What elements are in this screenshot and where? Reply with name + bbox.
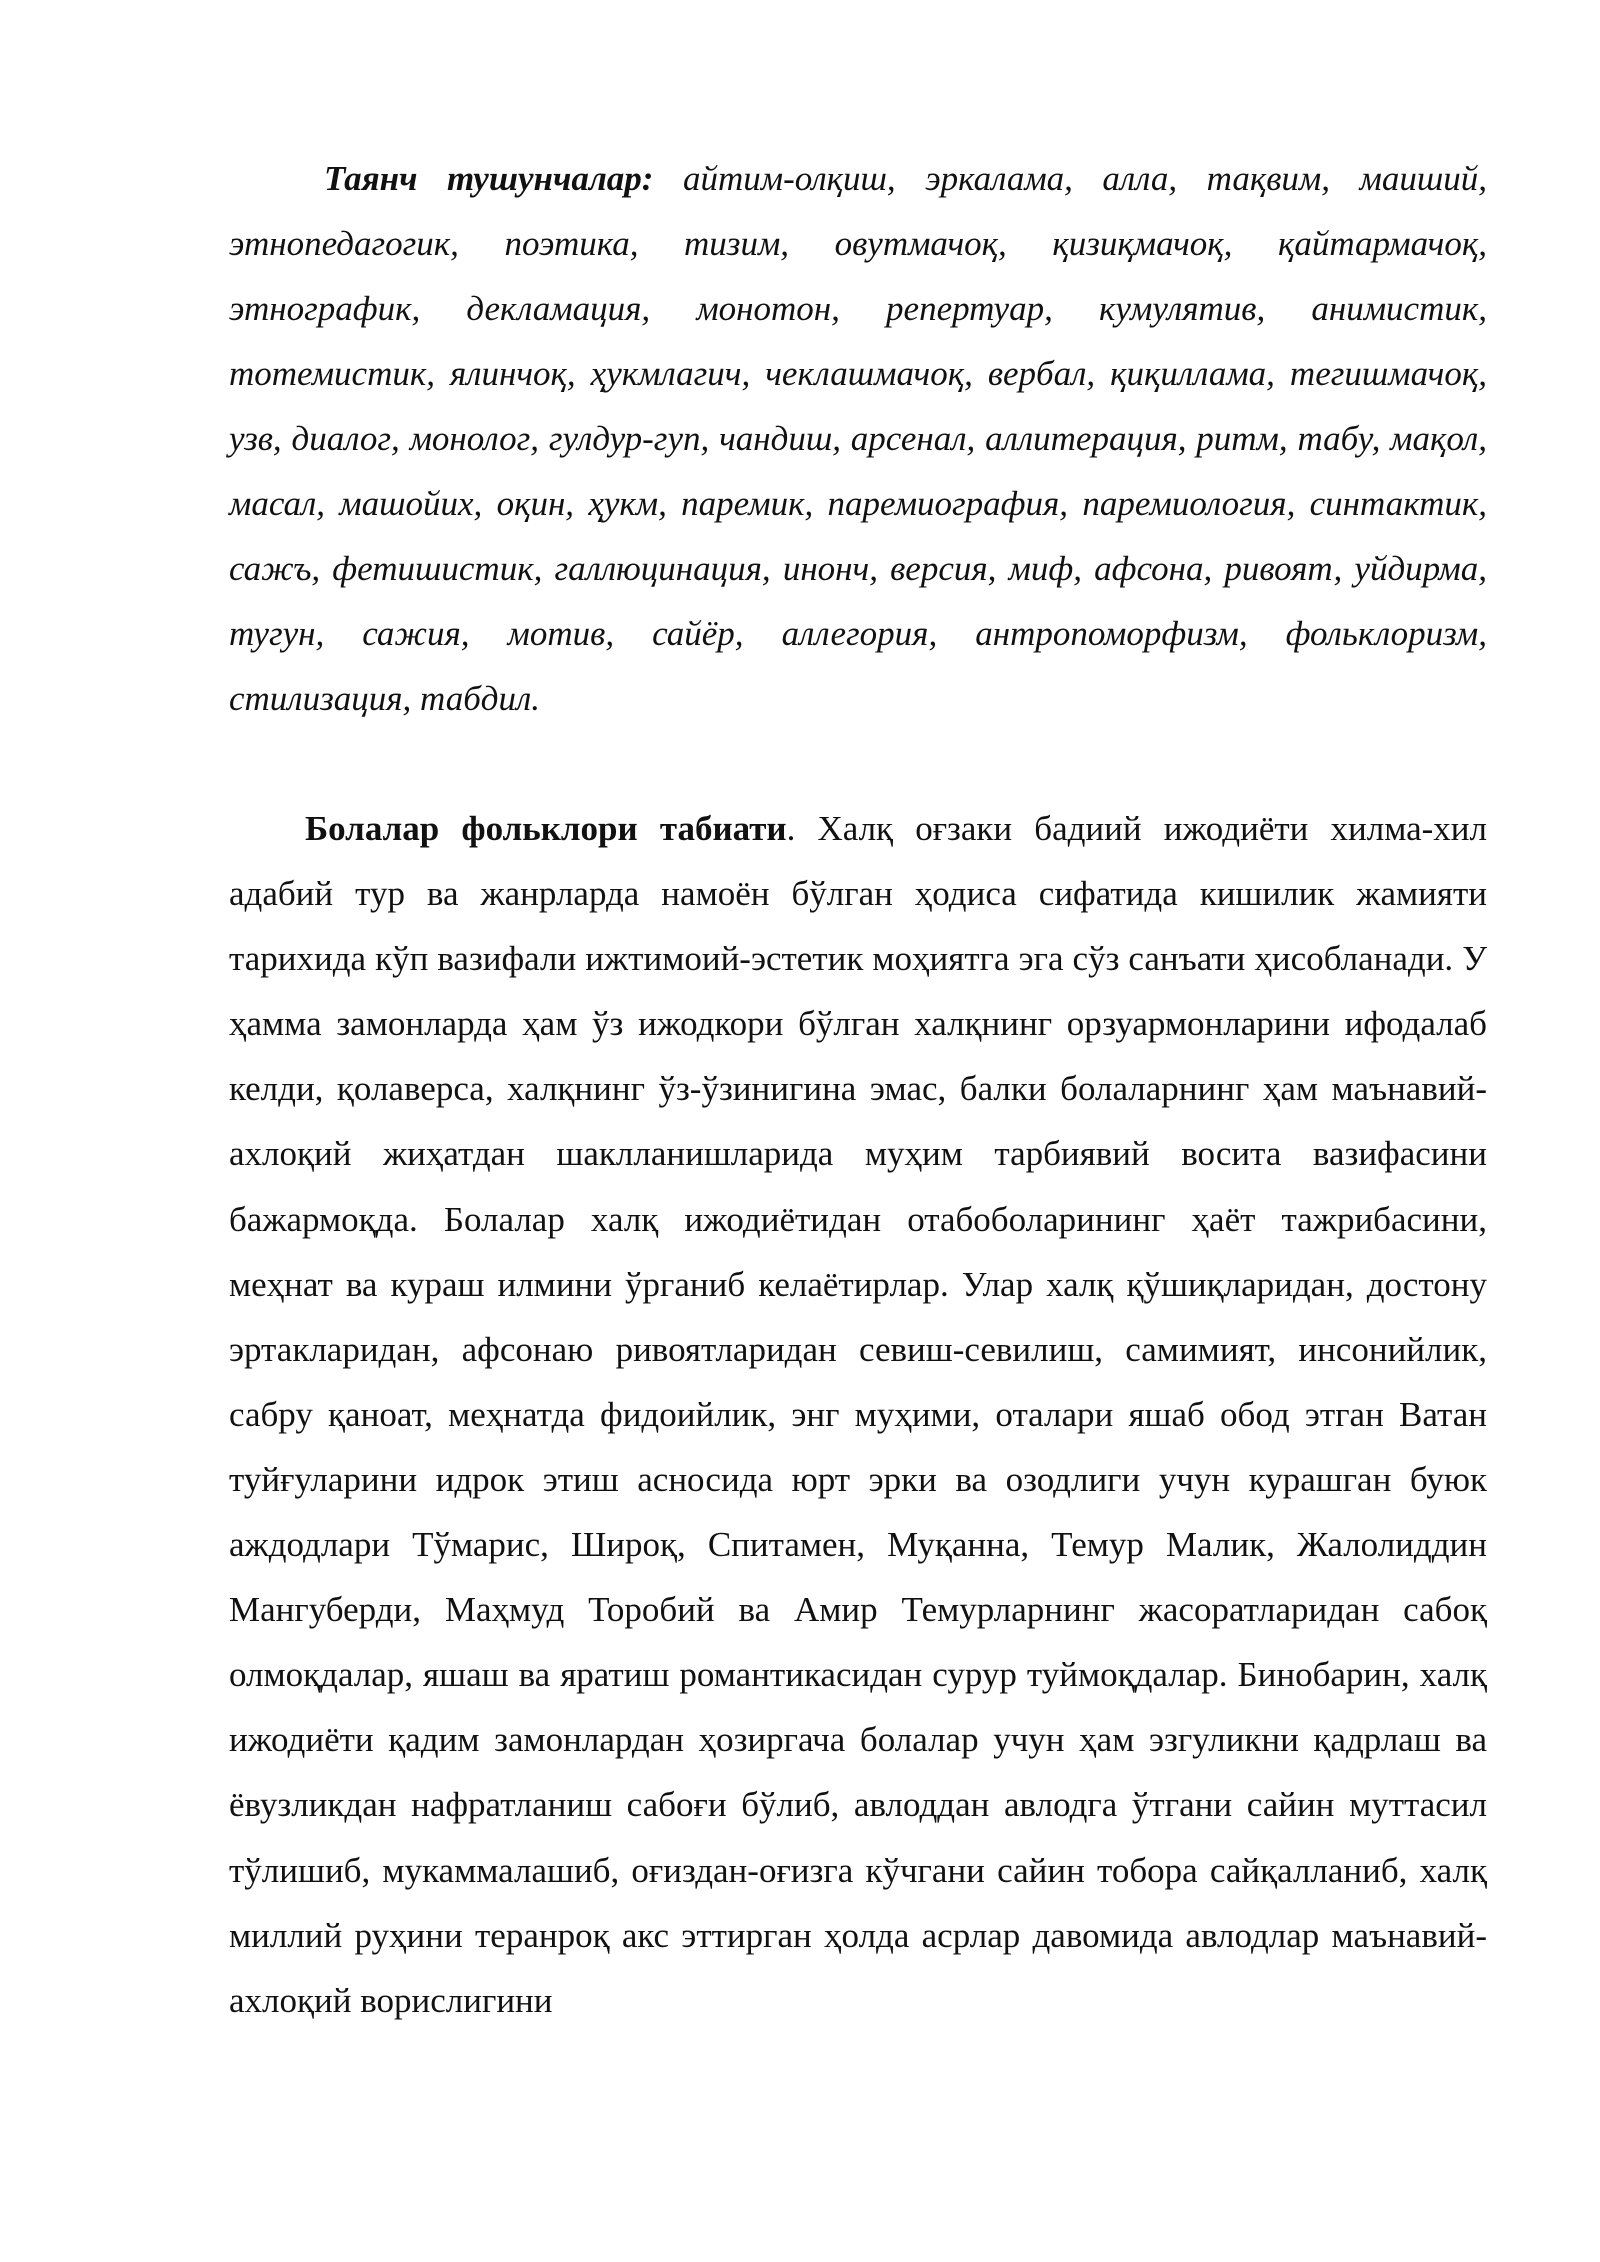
section-title-punct: . <box>786 809 796 848</box>
section-paragraph <box>229 796 1487 2033</box>
keywords-paragraph <box>229 146 1487 731</box>
keywords-list: айтим-олқиш, эркалама, алла, тақвим, маиший, этнопедагогик, поэтика, тизим, овутмачоқ, қизиқмачоқ, қайтармачоқ, этнографик, декламация, монотон, репертуар, кумулятив, анимистик, тотемистик, ялинчоқ, ҳукмлагич, чеклашмачоқ, вербал, қиқиллама, тегишмачоқ, узв, диалог, монолог, гулдур-гуп, чандиш, арсенал, аллитерация, ритм, табу, мақол, масал, машойих, оқин, ҳукм, паремик, паремиография, паремиология, синтактик, сажъ, фетишистик, галлюцинация, инонч, версия, миф, афсона, ривоят, уйдирма, тугун, сажия, мотив, сайёр, аллегория, антропоморфизм, фольклоризм, стилизация, табдил. <box>229 159 1487 718</box>
keywords-label: Таянч тушунчалар: <box>324 159 654 198</box>
section-title: Болалар фольклори табиати <box>305 809 787 848</box>
section-body-text: Халқ оғзаки бадиий ижодиёти хилма-хил адабий тур ва жанрларда намоён бўлган ҳодиса сифатида кишилик жамияти тарихида кўп вазифали ижтимоий-эстетик моҳиятга эга сўз санъати ҳисобланади. У ҳамма замонларда ҳам ўз ижодкори бўлган халқнинг орзуармонларини ифодалаб келди, қолаверса, халқнинг ўз-ўзинигина эмас, балки болаларнинг ҳам маънавий-ахлоқий жиҳатдан шаклланишларида муҳим тарбиявий восита вазифасини бажармоқда. Болалар халқ ижодиётидан отабоболарининг ҳаёт тажрибасини, меҳнат ва кураш илмини ўрганиб келаётирлар. Улар халқ қўшиқларидан, достону эртакларидан, афсонаю ривоятларидан севиш-севилиш, самимият, инсонийлик, сабру қаноат, меҳнатда фидоийлик, энг муҳими, оталари яшаб обод этган Ватан туйғуларини идрок этиш асносида юрт эрки ва озодлиги учун курашган буюк аждодлари Тўмарис, Широқ, Спитамен, Муқанна, Темур Малик, Жалолиддин Мангуберди, Маҳмуд Торобий ва Амир Темурларнинг жасоратларидан сабоқ олмоқдалар, яшаш ва яратиш романтикасидан сурур туймоқдалар. Бинобарин, халқ ижодиёти қадим замонлардан ҳозиргача болалар учун ҳам эзгуликни қадрлаш ва ёвузликдан нафратланиш сабоғи бўлиб, авлоддан авлодга ўтгани сайин муттасил тўлишиб, мукаммалашиб, оғиздан-оғизга кўчгани сайин тобора сайқалланиб, халқ миллий руҳини теранроқ акс эттирган ҳолда асрлар давомида авлодлар маънавий-ахлоқий ворислигини <box>229 809 1488 2020</box>
